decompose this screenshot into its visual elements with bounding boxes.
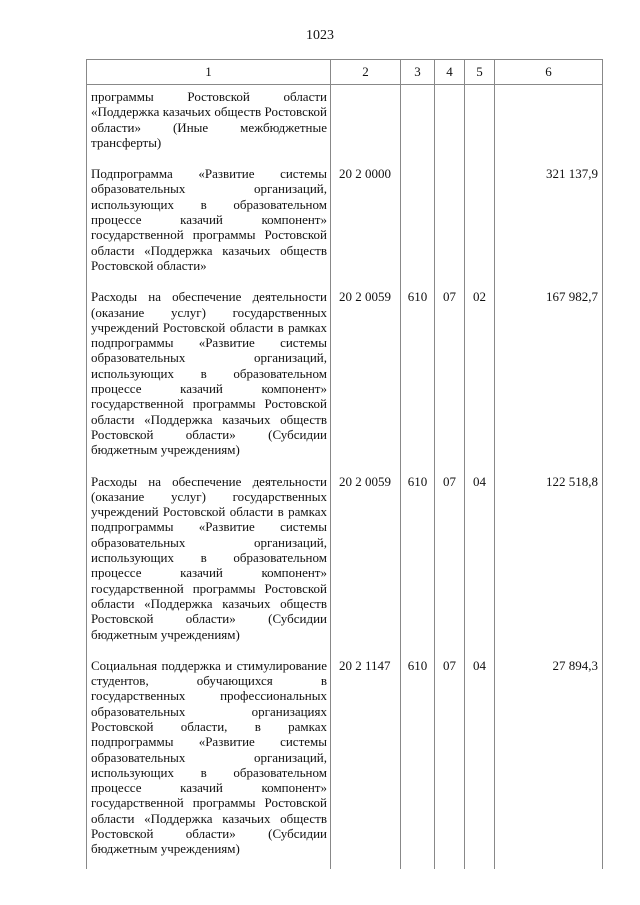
col-header-code: 2 — [331, 60, 401, 85]
table-row — [87, 85, 603, 163]
row-code: 20 2 0059 — [331, 470, 401, 654]
row-vr: 610 — [401, 654, 435, 869]
row-vr: 610 — [401, 470, 435, 654]
row-description: программы Ростовской области «Поддержка казачьих обществ Ростовской области» (Иные межбюджетные трансферты) — [87, 85, 331, 163]
col-header-name: 1 — [87, 60, 331, 85]
table-row — [87, 285, 603, 469]
row-code — [331, 85, 401, 163]
row-code: 20 2 0059 — [331, 285, 401, 469]
row-rz — [435, 85, 465, 163]
row-pr: 02 — [465, 285, 495, 469]
row-description: Расходы на обеспечение деятельности (оказание услуг) государственных учреждений Ростовской области в рамках подпрограммы «Развитие системы образовательных организаций, использующих в образовательном процессе казачий компонент» государственной программы Ростовской области «Поддержка казачьих обществ Ростовской области» (Субсидии бюджетным учреждениям) — [87, 285, 331, 469]
row-vr — [401, 85, 435, 163]
row-rz: 07 — [435, 470, 465, 654]
row-vr — [401, 162, 435, 285]
row-pr — [465, 85, 495, 163]
row-code: 20 2 1147 — [331, 654, 401, 869]
row-code: 20 2 0000 — [331, 162, 401, 285]
row-description: Подпрограмма «Развитие системы образовательных организаций, использующих в образовательном процессе казачий компонент» государственной программы Ростовской области «Поддержка казачьих обществ Ростовской области» — [87, 162, 331, 285]
row-rz: 07 — [435, 285, 465, 469]
row-rz — [435, 162, 465, 285]
budget-table — [86, 59, 603, 869]
col-header-amount: 6 — [495, 60, 603, 85]
col-header-rz: 4 — [435, 60, 465, 85]
table-row — [87, 162, 603, 285]
row-pr: 04 — [465, 470, 495, 654]
table-row — [87, 470, 603, 654]
row-description: Расходы на обеспечение деятельности (оказание услуг) государственных учреждений Ростовской области в рамках подпрограммы «Развитие системы образовательных организаций, использующих в образовательном процессе казачий компонент» государственной программы Ростовской области «Поддержка казачьих обществ Ростовской области» (Субсидии бюджетным учреждениям) — [87, 470, 331, 654]
row-amount: 167 982,7 — [495, 285, 603, 469]
row-description: Социальная поддержка и стимулирование студентов, обучающихся в государственных профессиональных образовательных организациях Ростовской области, в рамках подпрограммы «Развитие системы образовательных организаций, использующих в образовательном процессе казачий компонент» государственной программы Ростовской области «Поддержка казачьих обществ Ростовской области» (Субсидии бюджетным учреждениям) — [87, 654, 331, 869]
page-number: 1023 — [306, 28, 334, 43]
col-header-vr: 3 — [401, 60, 435, 85]
table-row — [87, 654, 603, 869]
col-header-pr: 5 — [465, 60, 495, 85]
row-amount: 321 137,9 — [495, 162, 603, 285]
header-row — [87, 60, 603, 85]
row-pr: 04 — [465, 654, 495, 869]
row-amount: 27 894,3 — [495, 654, 603, 869]
row-amount — [495, 85, 603, 163]
row-rz: 07 — [435, 654, 465, 869]
row-vr: 610 — [401, 285, 435, 469]
row-pr — [465, 162, 495, 285]
row-amount: 122 518,8 — [495, 470, 603, 654]
